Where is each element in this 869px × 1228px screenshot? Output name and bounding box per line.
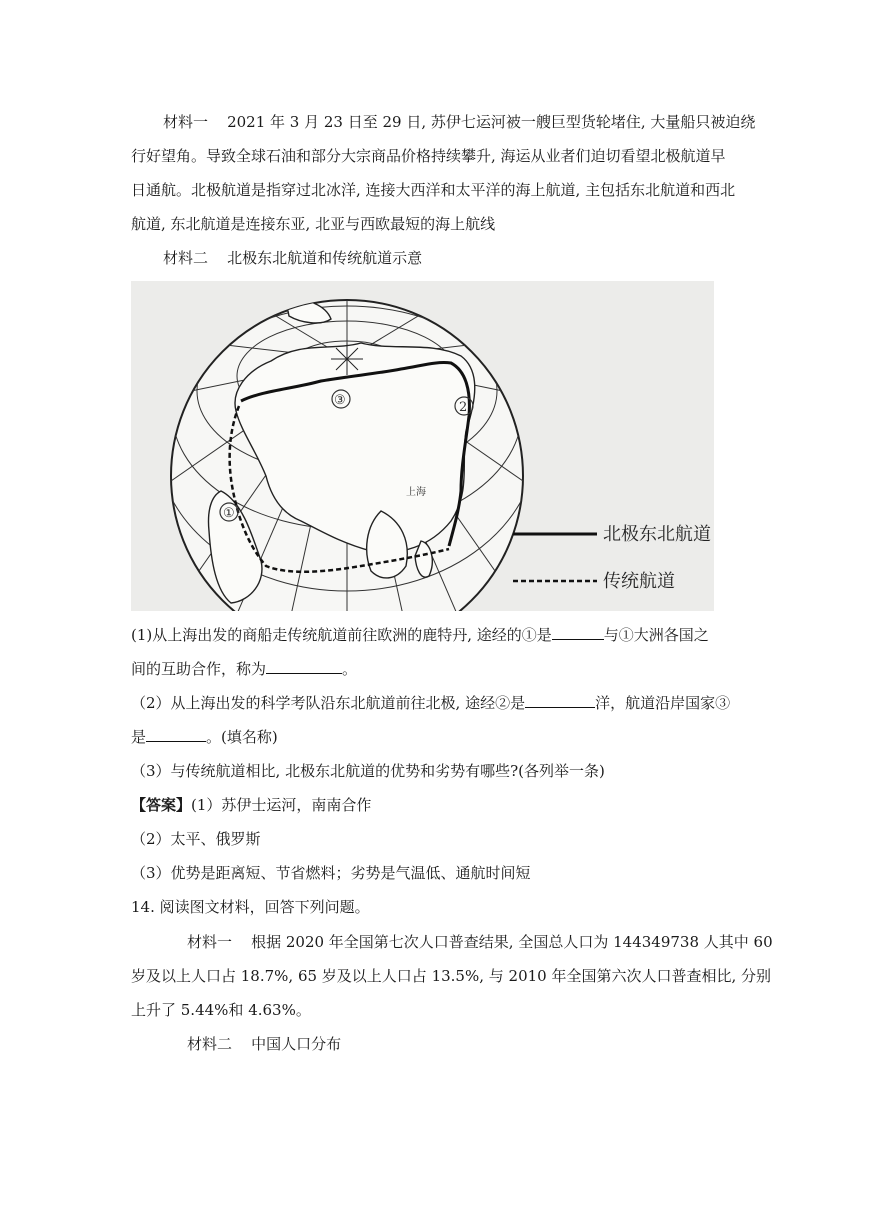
q1-blank-1: [552, 625, 604, 640]
marker-3-label: ③: [334, 393, 346, 408]
answer-3: （3）优势是距离短、节省燃料；劣势是气温低、通航时间短: [131, 864, 531, 882]
question-3: （3）与传统航道相比, 北极东北航道的优势和劣势有哪些?(各列举一条): [131, 762, 605, 780]
material14-1-line1: [187, 932, 773, 952]
material1-text1: 2021 年 3 月 23 日至 29 日, 苏伊七运河被一艘巨型货轮堵住, 大量船只被迫绕: [227, 113, 756, 131]
legend-arctic-route: 北极东北航道: [603, 524, 711, 545]
q2-text-b: 洋，航道沿岸国家③: [595, 694, 731, 712]
material14-1-line3: 上升了 5.44%和 4.63%。: [131, 1001, 311, 1019]
question-14: 14. 阅读图文材料，回答下列问题。: [131, 898, 370, 916]
question-1-line2: [131, 659, 357, 679]
q1-text-b: 与①大洲各国之: [603, 626, 709, 644]
city-shanghai: 上海: [406, 487, 426, 498]
material2-caption: [163, 248, 422, 268]
material14-2-caption: [187, 1034, 341, 1054]
answer-label: 【答案】: [131, 796, 192, 814]
question-2-line2: [131, 727, 278, 747]
q2-blank-1: [525, 693, 595, 708]
material14-1-text1: 根据 2020 年全国第七次人口普查结果, 全国总人口为 144349738 人其中 60: [251, 933, 773, 951]
marker-2-label: 2: [459, 400, 468, 415]
legend-traditional-route: 传统航道: [603, 571, 675, 592]
material1-line4: 航道, 东北航道是连接东亚, 北亚与西欧最短的海上航线: [131, 215, 496, 233]
q1-blank-2: [266, 659, 342, 674]
material1-label: 材料一: [163, 113, 209, 131]
answer-2: （2）太平、俄罗斯: [131, 830, 261, 848]
material14-2-label: 材料二: [187, 1035, 233, 1053]
q2-blank-2: [146, 727, 206, 742]
material14-1-label: 材料一: [187, 933, 233, 951]
q1-text-a: (1)从上海出发的商船走传统航道前往欧洲的鹿特丹, 途经的①是: [131, 626, 552, 644]
answer-1: (1）苏伊士运河，南南合作: [191, 796, 372, 814]
material14-1-line2: 岁及以上人口占 18.7%, 65 岁及以上人口占 13.5%, 与 2010 年全国第六次人口普查相比, 分别: [131, 967, 772, 985]
material14-2-text: 中国人口分布: [251, 1035, 342, 1053]
material2-text: 北极东北航道和传统航道示意: [227, 249, 423, 267]
q2-text-a: （2）从上海出发的科学考队沿东北航道前往北极, 途经②是: [131, 694, 526, 712]
q1-text-c: 间的互助合作，称为: [131, 660, 267, 678]
q1-text-d: 。: [342, 660, 358, 678]
material2-label: 材料二: [163, 249, 209, 267]
marker-1-label: ①: [223, 506, 235, 521]
map-svg: [131, 281, 714, 611]
arctic-route-map: [131, 281, 714, 611]
answer-line1: [131, 795, 371, 815]
question-2-line1: [131, 693, 730, 713]
q2-text-c: 是: [131, 728, 147, 746]
material1-line1: [163, 112, 755, 132]
material1-line2: 行好望角。导致全球石油和部分大宗商品价格持续攀升, 海运从业者们迫切看望北极航道早: [131, 147, 726, 165]
material1-line3: 日通航。北极航道是指穿过北冰洋, 连接大西洋和太平洋的海上航道, 主包括东北航道和西北: [131, 181, 736, 199]
question-1-line1: [131, 625, 709, 645]
q2-text-d: 。(填名称): [206, 728, 278, 746]
